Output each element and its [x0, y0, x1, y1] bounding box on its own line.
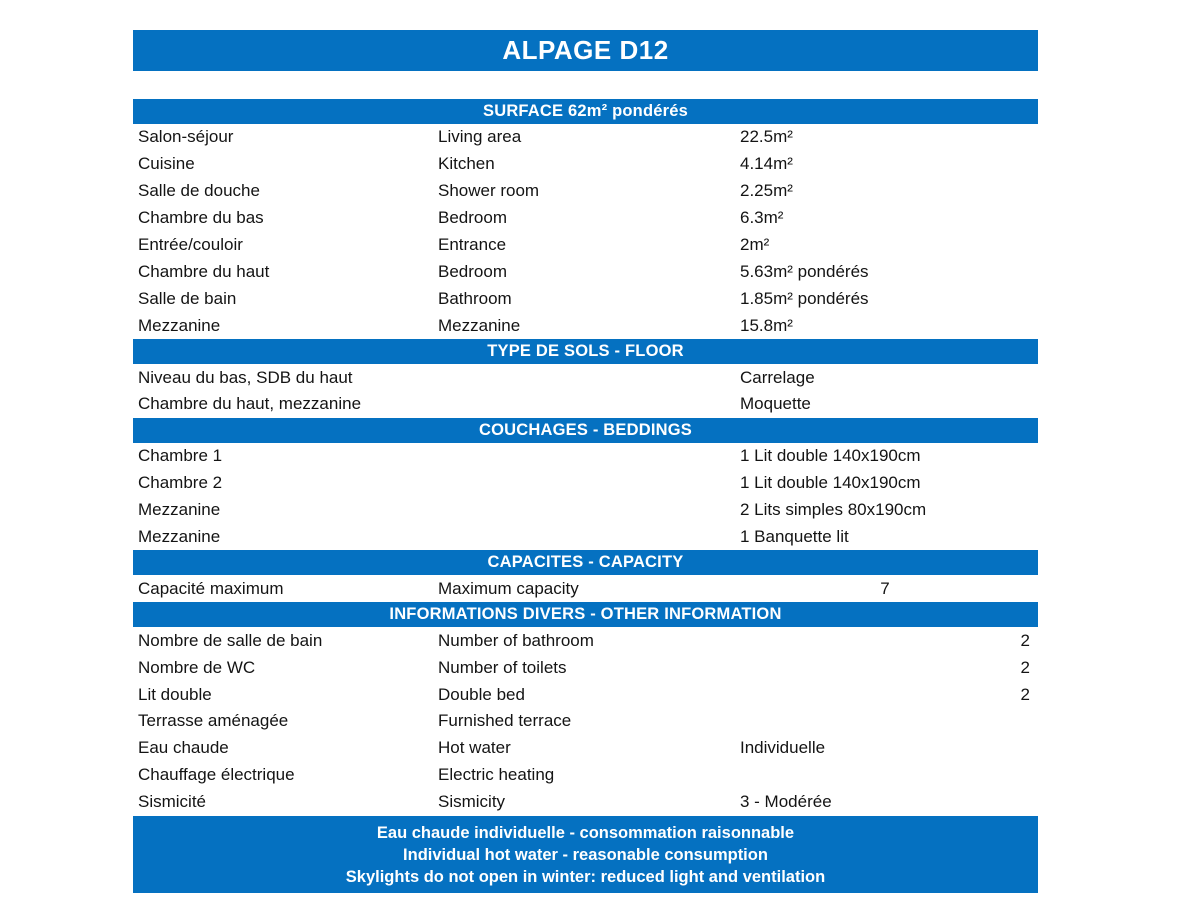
table-row — [133, 762, 1038, 789]
section-header-other: INFORMATIONS DIVERS - OTHER INFORMATION — [133, 602, 1038, 627]
footer-notes — [133, 816, 1038, 894]
value: 2m² — [740, 235, 770, 254]
label-fr: Entrée/couloir — [138, 235, 243, 254]
label-en: Bathroom — [438, 288, 512, 308]
section-header-capacity: CAPACITES - CAPACITY — [133, 550, 1038, 575]
table-row — [133, 524, 1038, 551]
footer-note-line: Eau chaude individuelle - consommation raisonnable — [376, 823, 795, 842]
label-en: Sismicity — [438, 792, 506, 812]
table-row — [133, 789, 1038, 816]
label-fr: Capacité maximum — [138, 578, 284, 598]
value: 15.8m² — [740, 315, 793, 335]
label-fr: Cuisine — [138, 154, 195, 174]
label-en: Number of bathroom — [438, 630, 594, 650]
table-row — [133, 232, 1038, 259]
table-row — [133, 124, 1038, 151]
label-en: Entrance — [438, 235, 507, 254]
label-fr: Chauffage électrique — [138, 765, 295, 785]
label-fr: Terrasse aménagée — [138, 711, 289, 731]
table-row — [133, 205, 1038, 232]
table-row — [133, 654, 1038, 681]
section-header-floors: TYPE DE SOLS - FLOOR — [133, 339, 1038, 364]
page-title: ALPAGE D12 — [133, 30, 1038, 71]
value: Carrelage — [740, 367, 815, 387]
value: 2.25m² — [740, 181, 793, 201]
label-fr: Mezzanine — [138, 500, 221, 520]
label-fr: Salon-séjour — [138, 127, 234, 147]
value: 7 — [880, 578, 890, 598]
label-en: Living area — [438, 127, 522, 147]
label-en: Bedroom — [438, 261, 507, 281]
label-fr: Sismicité — [138, 792, 207, 812]
table-row — [133, 178, 1038, 205]
footer-note-line: Individual hot water - reasonable consumption — [403, 845, 768, 864]
table-row — [133, 470, 1038, 497]
table-row — [133, 258, 1038, 285]
table-row — [133, 575, 1038, 602]
table-row — [133, 627, 1038, 654]
table-row — [133, 312, 1038, 339]
label-en: Shower room — [438, 181, 540, 201]
label-fr: Mezzanine — [138, 527, 221, 547]
label-fr: Chambre du haut — [138, 261, 270, 281]
label-fr: Salle de douche — [138, 181, 260, 201]
label-en: Mezzanine — [438, 315, 521, 335]
value: Moquette — [740, 394, 811, 414]
value: 5.63m² pondérés — [740, 261, 869, 281]
label-en: Electric heating — [438, 765, 555, 785]
label-en: Hot water — [438, 738, 511, 758]
label-fr: Chambre du bas — [138, 208, 264, 228]
label-en: Furnished terrace — [438, 711, 572, 731]
value: 3 - Modérée — [740, 792, 832, 812]
value: 1 Lit double 140x190cm — [740, 473, 921, 493]
table-row — [133, 285, 1038, 312]
table-row — [133, 151, 1038, 178]
label-fr: Eau chaude — [138, 738, 229, 758]
label-fr: Chambre 2 — [138, 473, 223, 493]
footer-note-line: Skylights do not open in winter: reduced light and ventilation — [345, 868, 826, 886]
table-row — [133, 391, 1038, 418]
value: 1 Lit double 140x190cm — [740, 446, 921, 466]
value: Individuelle — [740, 738, 826, 758]
label-en: Maximum capacity — [438, 578, 579, 598]
section-header-surface: SURFACE 62m² pondérés — [133, 99, 1038, 124]
label-en: Double bed — [438, 684, 525, 704]
label-en: Bedroom — [438, 208, 507, 228]
label-fr: Mezzanine — [138, 315, 221, 335]
value: 2 Lits simples 80x190cm — [740, 500, 927, 520]
count-value: 2 — [1020, 630, 1030, 650]
label-fr: Nombre de salle de bain — [138, 630, 323, 650]
section-header-beddings: COUCHAGES - BEDDINGS — [133, 418, 1038, 443]
table-row — [133, 708, 1038, 735]
value: 1 Banquette lit — [740, 527, 849, 547]
label-en: Number of toilets — [438, 657, 567, 677]
label-fr: Chambre du haut, mezzanine — [138, 394, 362, 414]
label-fr: Niveau du bas, SDB du haut — [138, 367, 353, 387]
label-en: Kitchen — [438, 154, 495, 174]
label-fr: Nombre de WC — [138, 657, 256, 677]
label-fr: Chambre 1 — [138, 446, 223, 466]
value: 1.85m² pondérés — [740, 288, 869, 308]
label-fr: Lit double — [138, 684, 212, 704]
value: 22.5m² — [740, 127, 793, 147]
value: 6.3m² — [740, 208, 784, 228]
value: 4.14m² — [740, 154, 793, 174]
table-row — [133, 364, 1038, 391]
table-row — [133, 735, 1038, 762]
property-sheet — [133, 30, 1038, 893]
table-row — [133, 497, 1038, 524]
table-row — [133, 681, 1038, 708]
count-value: 2 — [1020, 657, 1030, 677]
label-fr: Salle de bain — [138, 288, 237, 308]
count-value: 2 — [1020, 684, 1030, 704]
table-row — [133, 443, 1038, 470]
